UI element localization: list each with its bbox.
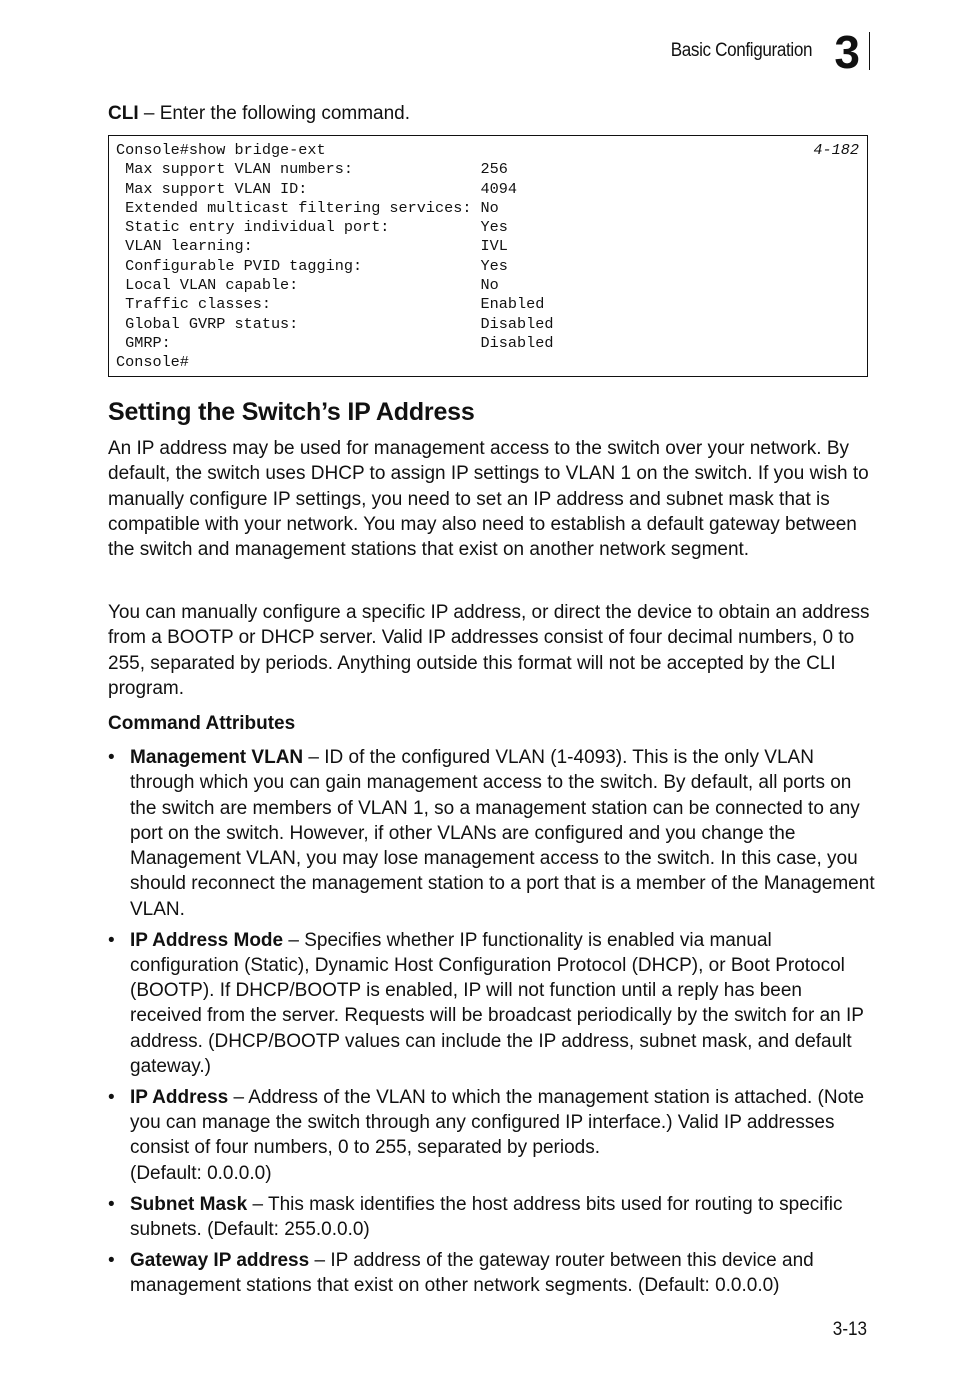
attribute-term: IP Address Mode	[130, 929, 284, 951]
attribute-term: IP Address	[130, 1086, 229, 1108]
bullet-icon: •	[108, 1193, 115, 1215]
code-line: Console#	[116, 353, 189, 372]
code-line: Max support VLAN ID: 4094	[116, 179, 518, 198]
code-line: Configurable PVID tagging: Yes	[116, 256, 508, 275]
cli-label: CLI	[108, 103, 139, 124]
list-item	[108, 1248, 878, 1299]
intro-paragraph: An IP address may be used for management access to the switch over your network. By default, the switch uses DHCP to assign IP settings to VLAN 1 on the switch. If you wish to manually configure IP settings, you need to set an IP address and subnet mask that is compatible with your network. You may also need to establish a default gateway between the switch and management stations that exist on another network segment.	[108, 438, 869, 561]
code-line: Local VLAN capable: No	[116, 276, 499, 295]
list-item	[108, 928, 878, 1080]
bullet-icon: •	[108, 1249, 115, 1271]
attribute-description: – Specifies whether IP functionality is enabled via manual configuration (Static), Dynamic Host Configuration Protocol (DHCP), or Boot Protocol (BOOTP). If DHCP/BOOTP is enabled, IP will not function until a reply has been received from the server. Requests will be broadcast periodically by the switch for an IP address. (DHCP/BOOTP values can include the IP address, subnet mask, and default gateway.)	[130, 929, 864, 1078]
chapter-number: 3	[834, 32, 870, 70]
attribute-term: Management VLAN	[130, 747, 304, 768]
attribute-term: Subnet Mask	[130, 1193, 248, 1215]
bullet-icon: •	[108, 747, 115, 768]
cli-intro	[108, 103, 410, 125]
attribute-description: – IP address of the gateway router between this device and management stations that exist on other network segments. (Default: 0.0.0.0)	[130, 1249, 814, 1296]
page-number: 3-13	[832, 1319, 867, 1340]
section-title: Setting the Switch’s IP Address	[108, 398, 475, 426]
code-line: Extended multicast filtering services: No	[116, 198, 499, 217]
code-line: Traffic classes: Enabled	[116, 295, 545, 314]
code-line: VLAN learning: IVL	[116, 237, 508, 256]
attribute-description: – This mask identifies the host address bits used for routing to specific subnets. (Default: 255.0.0.0)	[130, 1193, 843, 1240]
code-line: Console#show bridge-ext 4-182	[116, 141, 859, 159]
cli-intro-text: – Enter the following command.	[138, 103, 411, 124]
attribute-description: – Address of the VLAN to which the management station is attached. (Note you can manage the switch through any configured IP interface.) Valid IP addresses consist of four numbers, 0 to 255, separated by periods.	[130, 1086, 865, 1159]
attribute-description: – ID of the configured VLAN (1-4093). This is the only VLAN through which you can gain management access to the switch. By default, all ports on the switch are members of VLAN 1, so a management station can be connected to any port on the switch. However, if other VLANs are configured and you change the Management VLAN, you may lose management access to the switch. In this case, you should reconnect the management station to a port that is a member of the Management VLAN.	[130, 747, 875, 920]
running-header	[655, 26, 870, 78]
command-reference: 4-182	[813, 141, 859, 159]
code-line: Static entry individual port: Yes	[116, 218, 508, 237]
list-item	[108, 1085, 878, 1186]
list-item	[108, 745, 878, 922]
attribute-term: Gateway IP address	[130, 1249, 310, 1271]
cli-code-block	[108, 135, 868, 377]
code-line: GMRP: Disabled	[116, 333, 554, 352]
bullet-icon: •	[108, 1086, 115, 1108]
command-attributes-list	[108, 745, 878, 1304]
command-attributes-heading: Command Attributes	[108, 713, 296, 734]
config-paragraph: You can manually configure a specific IP address, or direct the device to obtain an address from a BOOTP or DHCP server. Valid IP addresses consist of four decimal numbers, 0 to 255, separated by periods. Anything outside this format will not be accepted by the CLI program.	[108, 602, 870, 699]
list-item	[108, 1192, 878, 1243]
code-line: Global GVRP status: Disabled	[116, 314, 554, 333]
attribute-default: (Default: 0.0.0.0)	[130, 1162, 272, 1184]
code-line: Max support VLAN numbers: 256	[116, 160, 508, 179]
bullet-icon: •	[108, 929, 115, 951]
header-section-title: Basic Configuration	[670, 40, 813, 61]
